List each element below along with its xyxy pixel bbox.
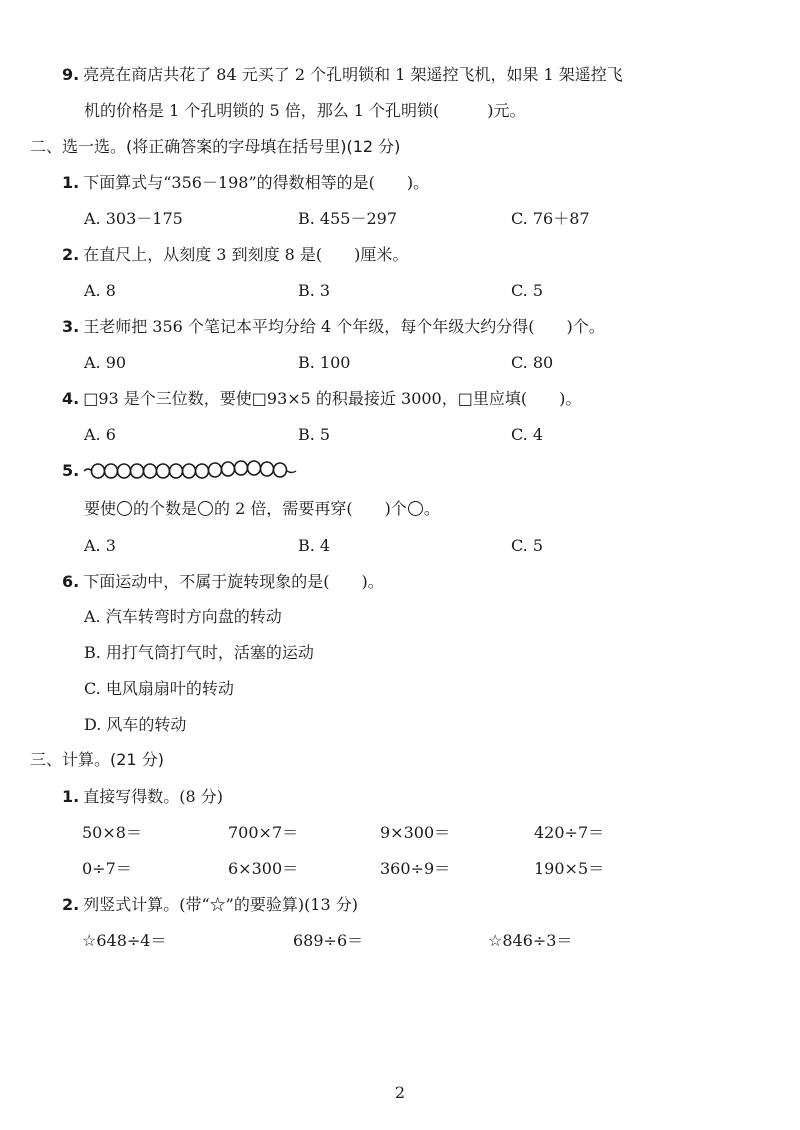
s2-q1-option-c: C. 76＋87 <box>511 209 590 228</box>
q9-text-line1: 亮亮在商店共花了 84 元买了 2 个孔明锁和 1 架遥控飞机，如果 1 架遥控飞 <box>83 65 623 84</box>
s2-q4-option-b: B. 5 <box>298 425 331 444</box>
s2-q4-text: □93 是个三位数，要使□93×5 的积最接近 3000，□里应填( )。 <box>83 389 582 408</box>
s2-q5-number: 5. <box>62 461 80 480</box>
s2-q5 <box>62 460 83 482</box>
s2-q1-option-b: B. 455－297 <box>298 209 398 228</box>
s2-q5-text-d: 。 <box>423 499 440 518</box>
circle-icon <box>408 501 423 516</box>
s2-q5-text-b: 的个数是 <box>133 499 198 518</box>
s2-q3-number: 3. <box>62 317 80 336</box>
calc-item: 420÷7＝ <box>534 823 605 842</box>
s3-q1-number: 1. <box>62 787 80 806</box>
s2-q2-number: 2. <box>62 245 80 264</box>
page-number: 2 <box>394 1083 406 1102</box>
vertical-calc-item: ☆648÷4＝ <box>82 931 167 950</box>
s2-q6-option-c: C. 电风扇扇叶的转动 <box>84 679 234 698</box>
s3-q1-text: 直接写得数。(8 分) <box>83 787 223 806</box>
s3-q2 <box>62 894 358 916</box>
s2-q2 <box>62 244 408 266</box>
s2-q1-text: 下面算式与“356－198”的得数相等的是( )。 <box>83 173 430 192</box>
bead-string-figure <box>82 458 302 482</box>
s2-q6-option-b: B. 用打气筒打气时，活塞的运动 <box>84 643 314 662</box>
vertical-calc-item: ☆846÷3＝ <box>488 931 573 950</box>
calc-item: 700×7＝ <box>228 823 299 842</box>
s2-q3-option-a: A. 90 <box>84 353 127 372</box>
q9-line1 <box>62 64 623 86</box>
q9-number: 9. <box>62 65 80 84</box>
s2-q6-option-d: D. 风车的转动 <box>84 715 187 734</box>
calc-item: 360÷9＝ <box>380 859 451 878</box>
s2-q6-option-a: A. 汽车转弯时方向盘的转动 <box>84 607 282 626</box>
calc-item: 6×300＝ <box>228 859 299 878</box>
s2-q4-option-c: C. 4 <box>511 425 544 444</box>
s2-q1-number: 1. <box>62 173 80 192</box>
s2-q3 <box>62 316 605 338</box>
s2-q4 <box>62 388 581 410</box>
circle-icon <box>117 501 132 516</box>
s2-q5-option-c: C. 5 <box>511 536 544 555</box>
s2-q2-option-b: B. 3 <box>298 281 331 300</box>
s3-q2-text: 列竖式计算。(带“☆”的要验算)(13 分) <box>83 895 358 914</box>
s2-q4-option-a: A. 6 <box>84 425 116 444</box>
s2-q5-text <box>84 498 440 520</box>
s2-q5-text-c: 的 2 倍，需要再穿( )个 <box>214 499 407 518</box>
s2-q5-option-a: A. 3 <box>84 536 116 555</box>
s2-q1-option-a: A. 303－175 <box>84 209 183 228</box>
calc-item: 190×5＝ <box>534 859 605 878</box>
calc-item: 0÷7＝ <box>82 859 132 878</box>
calc-item: 50×8＝ <box>82 823 142 842</box>
circle-icon <box>198 501 213 516</box>
s2-q4-number: 4. <box>62 389 80 408</box>
s2-q3-option-b: B. 100 <box>298 353 351 372</box>
s2-q2-text: 在直尺上，从刻度 3 到刻度 8 是( )厘米。 <box>83 245 409 264</box>
section3-title: 三、计算。(21 分) <box>30 750 164 769</box>
s2-q5-text-a: 要使 <box>84 499 117 518</box>
s2-q3-option-c: C. 80 <box>511 353 554 372</box>
s2-q2-option-a: A. 8 <box>84 281 116 300</box>
q9-text-line2: 机的价格是 1 个孔明锁的 5 倍，那么 1 个孔明锁( )元。 <box>84 101 526 120</box>
s3-q1 <box>62 786 223 808</box>
section2-title: 二、选一选。(将正确答案的字母填在括号里)(12 分) <box>30 137 401 156</box>
s2-q6-text: 下面运动中，不属于旋转现象的是( )。 <box>83 572 384 591</box>
s2-q5-option-b: B. 4 <box>298 536 331 555</box>
s2-q1 <box>62 172 429 194</box>
s2-q2-option-c: C. 5 <box>511 281 544 300</box>
s2-q6-number: 6. <box>62 572 80 591</box>
calc-item: 9×300＝ <box>380 823 451 842</box>
s2-q3-text: 王老师把 356 个笔记本平均分给 4 个年级，每个年级大约分得( )个。 <box>83 317 605 336</box>
vertical-calc-item: 689÷6＝ <box>293 931 364 950</box>
s3-q2-number: 2. <box>62 895 80 914</box>
s2-q6 <box>62 571 384 593</box>
